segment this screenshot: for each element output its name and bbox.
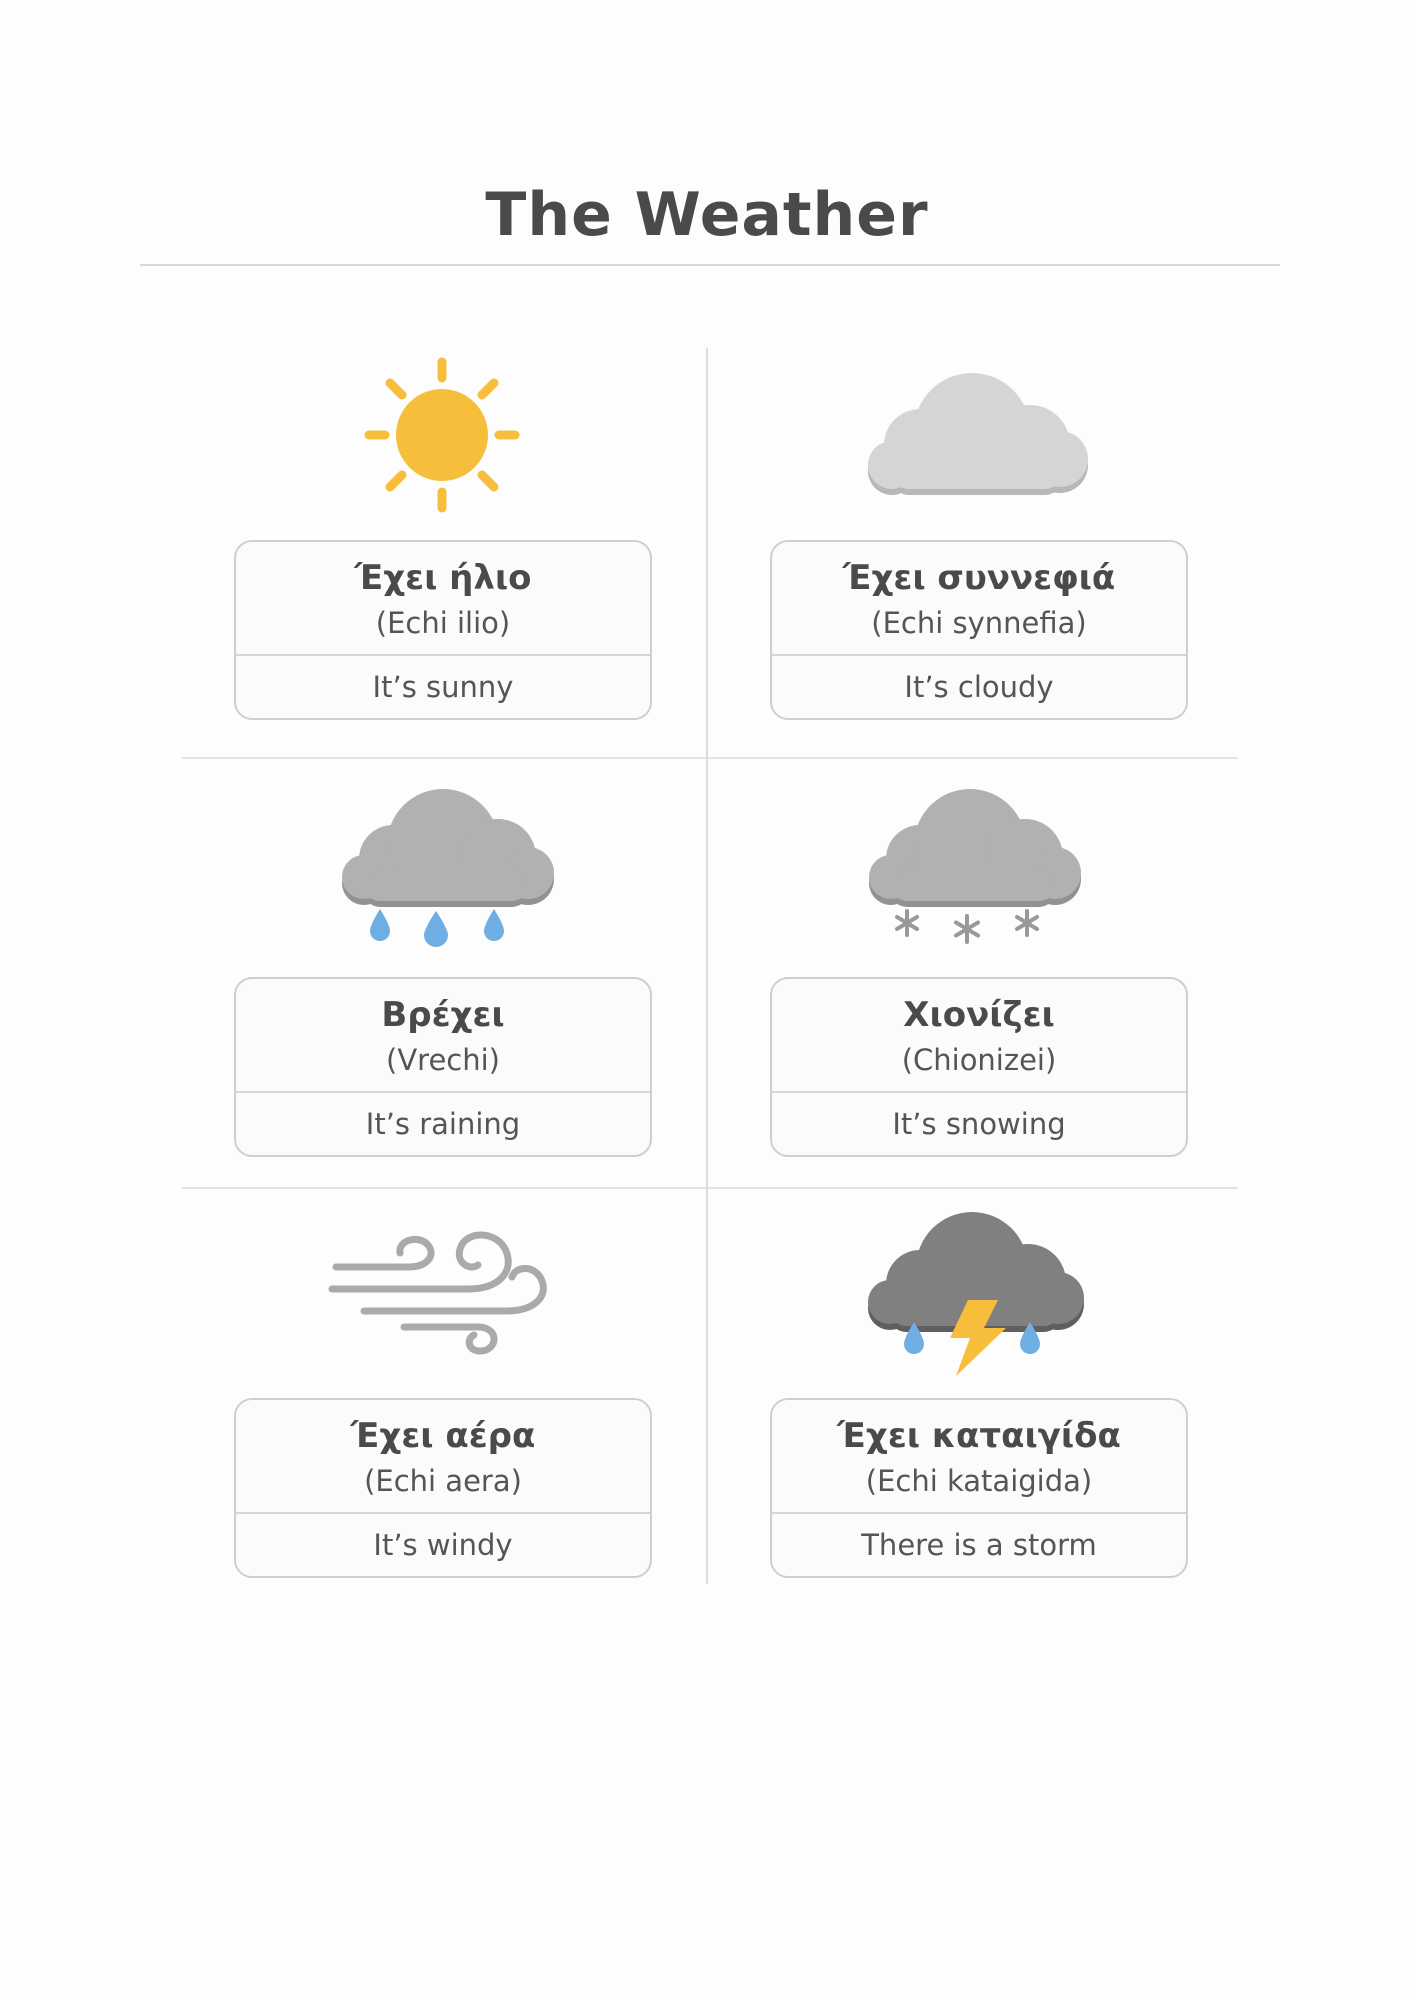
english-translation: It’s sunny	[372, 670, 514, 704]
grid-vertical-divider	[706, 348, 708, 1584]
card-divider	[236, 1091, 650, 1093]
english-translation: It’s windy	[373, 1528, 513, 1562]
greek-phrase: Χιονίζει	[903, 995, 1055, 1035]
greek-phrase: Έχει ήλιο	[354, 558, 532, 598]
transliteration: (Echi kataigida)	[865, 1464, 1093, 1498]
grid-row-divider	[182, 1187, 706, 1189]
weather-card-raining	[234, 977, 652, 1157]
english-translation: It’s cloudy	[904, 670, 1054, 704]
grid-row-divider	[708, 1187, 1238, 1189]
weather-card-storm	[770, 1398, 1188, 1578]
greek-phrase: Έχει αέρα	[350, 1416, 536, 1456]
greek-phrase: Έχει καταιγίδα	[837, 1416, 1121, 1456]
sun-icon	[352, 350, 532, 520]
greek-phrase: Έχει συννεφιά	[842, 558, 1116, 598]
title-divider	[140, 264, 1280, 266]
transliteration: (Echi ilio)	[375, 606, 511, 640]
weather-card-windy	[234, 1398, 652, 1578]
weather-card-snowing	[770, 977, 1188, 1157]
cloud-icon	[840, 365, 1110, 505]
english-translation: There is a storm	[861, 1528, 1097, 1562]
weather-card-cloudy	[770, 540, 1188, 720]
weather-card-sunny	[234, 540, 652, 720]
card-divider	[772, 654, 1186, 656]
grid-row-divider	[708, 757, 1238, 759]
rain-cloud-icon	[318, 783, 578, 963]
transliteration: (Echi synnefia)	[871, 606, 1087, 640]
card-divider	[236, 654, 650, 656]
transliteration: (Echi aera)	[364, 1464, 522, 1498]
grid-row-divider	[182, 757, 706, 759]
english-translation: It’s snowing	[892, 1107, 1066, 1141]
transliteration: (Vrechi)	[386, 1043, 500, 1077]
card-divider	[772, 1091, 1186, 1093]
transliteration: (Chionizei)	[901, 1043, 1057, 1077]
card-divider	[236, 1512, 650, 1514]
wind-icon	[328, 1215, 560, 1365]
snow-cloud-icon	[845, 783, 1105, 963]
greek-phrase: Βρέχει	[381, 995, 505, 1035]
english-translation: It’s raining	[365, 1107, 521, 1141]
card-divider	[772, 1512, 1186, 1514]
storm-cloud-icon	[840, 1210, 1110, 1380]
page-title: The Weather	[485, 180, 929, 250]
